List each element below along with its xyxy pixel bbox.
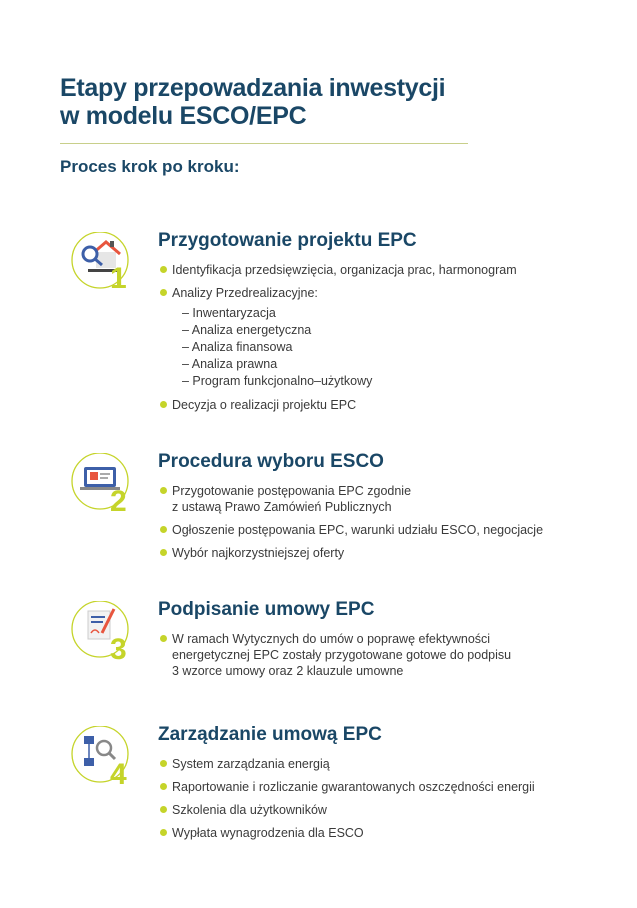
step-heading: Procedura wyboru ESCO — [158, 451, 384, 472]
list-item — [160, 802, 535, 818]
bullet-icon — [160, 760, 167, 767]
list-item — [160, 545, 543, 561]
item-text: W ramach Wytycznych do umów o poprawę efektywności — [172, 632, 491, 646]
step-number: 2 — [110, 485, 127, 515]
bullet-icon — [160, 783, 167, 790]
item-text: System zarządzania energią — [172, 757, 330, 771]
step-heading: Podpisanie umowy EPC — [158, 599, 375, 620]
title-line: Etapy przepowadzania inwestycji — [60, 74, 446, 102]
list-item — [160, 483, 543, 515]
list-item — [160, 262, 517, 278]
step-number: 3 — [110, 633, 127, 663]
sub-list — [182, 305, 517, 390]
sub-item: – Analiza prawna — [182, 357, 278, 371]
sub-item: – Analiza finansowa — [182, 340, 293, 354]
bullet-icon — [160, 401, 167, 408]
list-item — [160, 756, 535, 772]
title-line: w modelu ESCO/EPC — [60, 102, 307, 130]
item-text: Raportowanie i rozliczanie gwarantowanych oszczędności energii — [172, 780, 535, 794]
laptop-video-icon — [70, 453, 132, 515]
page-title — [60, 74, 445, 130]
list-item — [160, 825, 535, 841]
bullet-icon — [160, 806, 167, 813]
bullet-icon — [160, 487, 167, 494]
bullet-list — [160, 483, 543, 568]
diagram-magnifier-icon — [70, 726, 132, 788]
divider — [60, 143, 468, 144]
house-magnifier-icon — [70, 232, 132, 294]
item-text: z ustawą Prawo Zamówień Publicznych — [172, 500, 392, 514]
document-pen-icon — [70, 601, 132, 663]
step-heading: Zarządzanie umową EPC — [158, 724, 382, 745]
bullet-list — [160, 262, 517, 420]
list-item — [160, 631, 511, 679]
item-text: Wybór najkorzystniejszej oferty — [172, 546, 345, 560]
item-text: Przygotowanie postępowania EPC zgodnie — [172, 484, 412, 498]
item-text: Analizy Przedrealizacyjne: — [172, 286, 318, 300]
bullet-icon — [160, 289, 167, 296]
bullet-list — [160, 756, 535, 848]
step-number: 1 — [110, 262, 127, 294]
bullet-icon — [160, 526, 167, 533]
bullet-icon — [160, 829, 167, 836]
list-item — [160, 285, 517, 390]
subtitle: Proces krok po kroku: — [60, 157, 240, 176]
item-text: Identyfikacja przedsięwzięcia, organizacja prac, harmonogram — [172, 263, 517, 277]
bullet-list — [160, 631, 511, 686]
bullet-icon — [160, 266, 167, 273]
item-text: Szkolenia dla użytkowników — [172, 803, 327, 817]
bullet-icon — [160, 635, 167, 642]
item-text: Ogłoszenie postępowania EPC, warunki udziału ESCO, negocjacje — [172, 523, 544, 537]
list-item — [160, 522, 543, 538]
list-item — [160, 397, 517, 413]
list-item — [160, 779, 535, 795]
item-text: Decyzja o realizacji projektu EPC — [172, 398, 357, 412]
item-text: Wypłata wynagrodzenia dla ESCO — [172, 826, 364, 840]
sub-item: – Inwentaryzacja — [182, 306, 276, 320]
item-text: energetycznej EPC zostały przygotowane gotowe do podpisu — [172, 648, 512, 662]
sub-item: – Analiza energetyczna — [182, 323, 312, 337]
step-number: 4 — [110, 758, 127, 788]
item-text: 3 wzorce umowy oraz 2 klauzule umowne — [172, 664, 404, 678]
step-heading: Przygotowanie projektu EPC — [158, 230, 417, 251]
bullet-icon — [160, 549, 167, 556]
sub-item: – Program funkcjonalno–użytkowy — [182, 374, 373, 388]
